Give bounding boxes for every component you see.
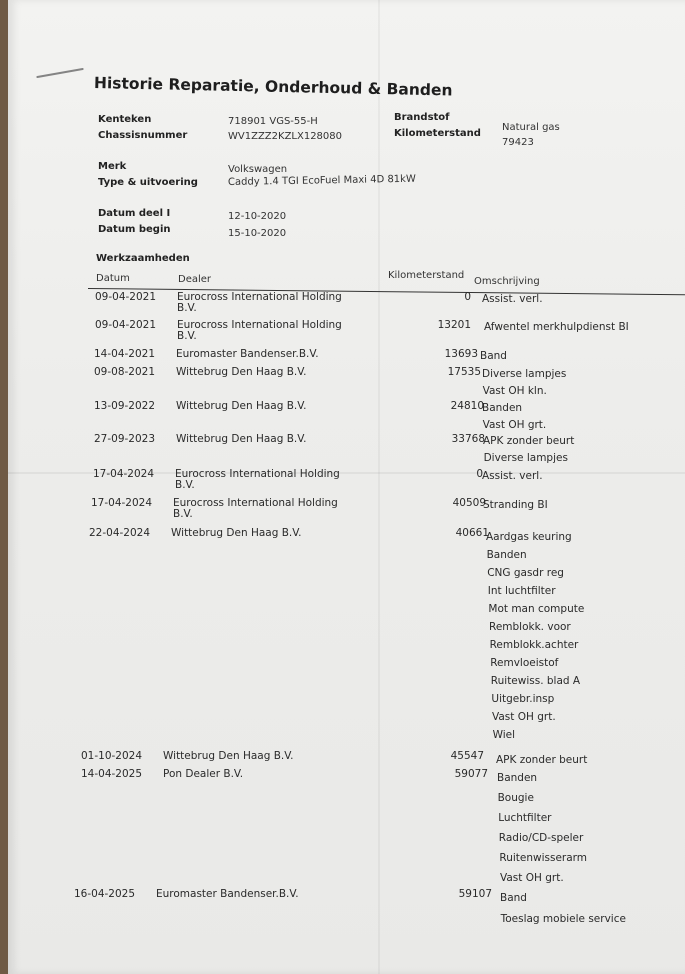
- row-omschrijving: CNG gasdr reg: [487, 567, 564, 579]
- kilometerstand-value: 79423: [502, 137, 534, 148]
- row-omschrijving: Vast OH grt.: [500, 872, 564, 884]
- brandstof-value: Natural gas: [502, 122, 560, 133]
- row-dealer: Wittebrug Den Haag B.V.: [176, 400, 307, 412]
- brandstof-label: Brandstof: [394, 112, 450, 123]
- row-omschrijving: Int luchtfilter: [487, 585, 556, 597]
- merk-value: Volkswagen: [228, 164, 288, 175]
- row-omschrijving: Wiel: [492, 729, 516, 741]
- document-page: [8, 0, 685, 974]
- row-dealer: Pon Dealer B.V.: [163, 768, 244, 780]
- row-kilometerstand: 33768: [451, 433, 485, 445]
- row-dealer: Euromaster Bandenser.B.V.: [156, 888, 299, 900]
- row-omschrijving: Luchtfilter: [498, 812, 552, 824]
- row-omschrijving: Toeslag mobiele service: [500, 913, 626, 925]
- paper-fold-vertical: [378, 0, 380, 974]
- type-label: Type & uitvoering: [98, 177, 198, 188]
- merk-label: Merk: [98, 161, 127, 172]
- row-omschrijving: Assist. verl.: [482, 470, 543, 482]
- row-kilometerstand: 13693: [444, 348, 478, 360]
- column-datum: Datum: [96, 273, 130, 284]
- datum-deel-value: 12-10-2020: [228, 211, 287, 222]
- chassis-value: WV1ZZZ2KZLX128080: [228, 131, 343, 142]
- row-dealer: Wittebrug Den Haag B.V.: [171, 527, 302, 539]
- datum-deel-label: Datum deel I: [98, 208, 171, 219]
- column-omschrijving: Omschrijving: [474, 276, 540, 287]
- document-title: Historie Reparatie, Onderhoud & Banden: [93, 74, 453, 100]
- row-dealer: Eurocross International Holding: [177, 291, 342, 303]
- row-date: 14-04-2021: [94, 348, 156, 360]
- row-dealer-line2: B.V.: [175, 479, 195, 491]
- row-dealer-line2: B.V.: [177, 330, 197, 342]
- row-omschrijving: Assist. verl.: [482, 293, 543, 305]
- row-omschrijving: Banden: [486, 549, 527, 561]
- row-omschrijving: Diverse lampjes: [483, 452, 568, 464]
- row-kilometerstand: 17535: [447, 366, 481, 378]
- row-kilometerstand: 59107: [458, 888, 492, 900]
- column-kilometerstand: Kilometerstand: [388, 270, 465, 281]
- kenteken-label: Kenteken: [98, 114, 152, 125]
- row-omschrijving: Uitgebr.insp: [491, 693, 555, 705]
- row-kilometerstand: 13201: [437, 319, 471, 331]
- row-omschrijving: Vast OH grt.: [482, 419, 547, 431]
- row-omschrijving: Band: [480, 350, 507, 362]
- row-kilometerstand: 40509: [452, 497, 486, 509]
- row-omschrijving: Bougie: [497, 792, 534, 804]
- row-kilometerstand: 0: [464, 291, 471, 303]
- row-date: 09-04-2021: [95, 319, 157, 331]
- row-omschrijving: APK zonder beurt: [483, 435, 575, 447]
- row-omschrijving: Banden: [497, 772, 538, 784]
- row-dealer: Eurocross International Holding: [173, 497, 338, 509]
- row-date: 27-09-2023: [94, 433, 156, 445]
- row-omschrijving: Mot man compute: [488, 603, 585, 615]
- row-dealer: Wittebrug Den Haag B.V.: [176, 366, 307, 378]
- type-value: Caddy 1.4 TGI EcoFuel Maxi 4D 81kW: [227, 173, 416, 188]
- row-omschrijving: Vast OH kln.: [482, 385, 547, 397]
- row-omschrijving: Remblokk.achter: [489, 639, 579, 651]
- datum-begin-label: Datum begin: [98, 224, 171, 235]
- row-kilometerstand: 0: [476, 468, 483, 480]
- row-omschrijving: Diverse lampjes: [482, 368, 567, 380]
- row-date: 17-04-2024: [93, 468, 155, 480]
- row-dealer: Euromaster Bandenser.B.V.: [176, 348, 319, 360]
- row-date: 17-04-2024: [91, 497, 153, 509]
- row-omschrijving: Band: [500, 892, 527, 904]
- row-date: 14-04-2025: [81, 768, 143, 780]
- row-date: 16-04-2025: [74, 888, 136, 900]
- row-date: 09-04-2021: [95, 291, 157, 303]
- row-date: 01-10-2024: [81, 750, 143, 762]
- row-date: 13-09-2022: [94, 400, 156, 412]
- row-kilometerstand: 24810: [450, 400, 484, 412]
- row-dealer: Eurocross International Holding: [175, 468, 340, 480]
- row-omschrijving: APK zonder beurt: [496, 754, 588, 766]
- row-omschrijving: Stranding BI: [483, 499, 548, 511]
- kenteken-value: 718901 VGS-55-H: [228, 116, 318, 127]
- pen-mark: [36, 68, 84, 78]
- row-dealer: Wittebrug Den Haag B.V.: [163, 750, 294, 762]
- row-omschrijving: Remblokk. voor: [489, 621, 571, 633]
- kilometerstand-label: Kilometerstand: [394, 128, 481, 139]
- row-omschrijving: Aardgas keuring: [486, 531, 572, 543]
- row-kilometerstand: 59077: [454, 768, 488, 780]
- row-date: 22-04-2024: [89, 527, 151, 539]
- row-dealer: Eurocross International Holding: [177, 319, 342, 331]
- row-dealer-line2: B.V.: [173, 508, 193, 520]
- row-omschrijving: Ruitenwisserarm: [499, 852, 588, 864]
- row-omschrijving: Afwentel merkhulpdienst BI: [484, 321, 629, 333]
- datum-begin-value: 15-10-2020: [228, 228, 287, 239]
- row-dealer: Wittebrug Den Haag B.V.: [176, 433, 307, 445]
- werkzaamheden-heading: Werkzaamheden: [96, 253, 190, 264]
- row-kilometerstand: 40661: [455, 527, 489, 539]
- chassis-label: Chassisnummer: [98, 130, 188, 141]
- column-dealer: Dealer: [178, 274, 212, 285]
- row-omschrijving: Vast OH grt.: [492, 711, 556, 723]
- row-omschrijving: Remvloeistof: [490, 657, 559, 669]
- row-dealer-line2: B.V.: [177, 302, 197, 314]
- row-kilometerstand: 45547: [450, 750, 484, 762]
- row-omschrijving: Radio/CD-speler: [498, 832, 584, 844]
- row-omschrijving: Ruitewiss. blad A: [490, 675, 581, 687]
- row-omschrijving: Banden: [482, 402, 523, 414]
- row-date: 09-08-2021: [94, 366, 156, 378]
